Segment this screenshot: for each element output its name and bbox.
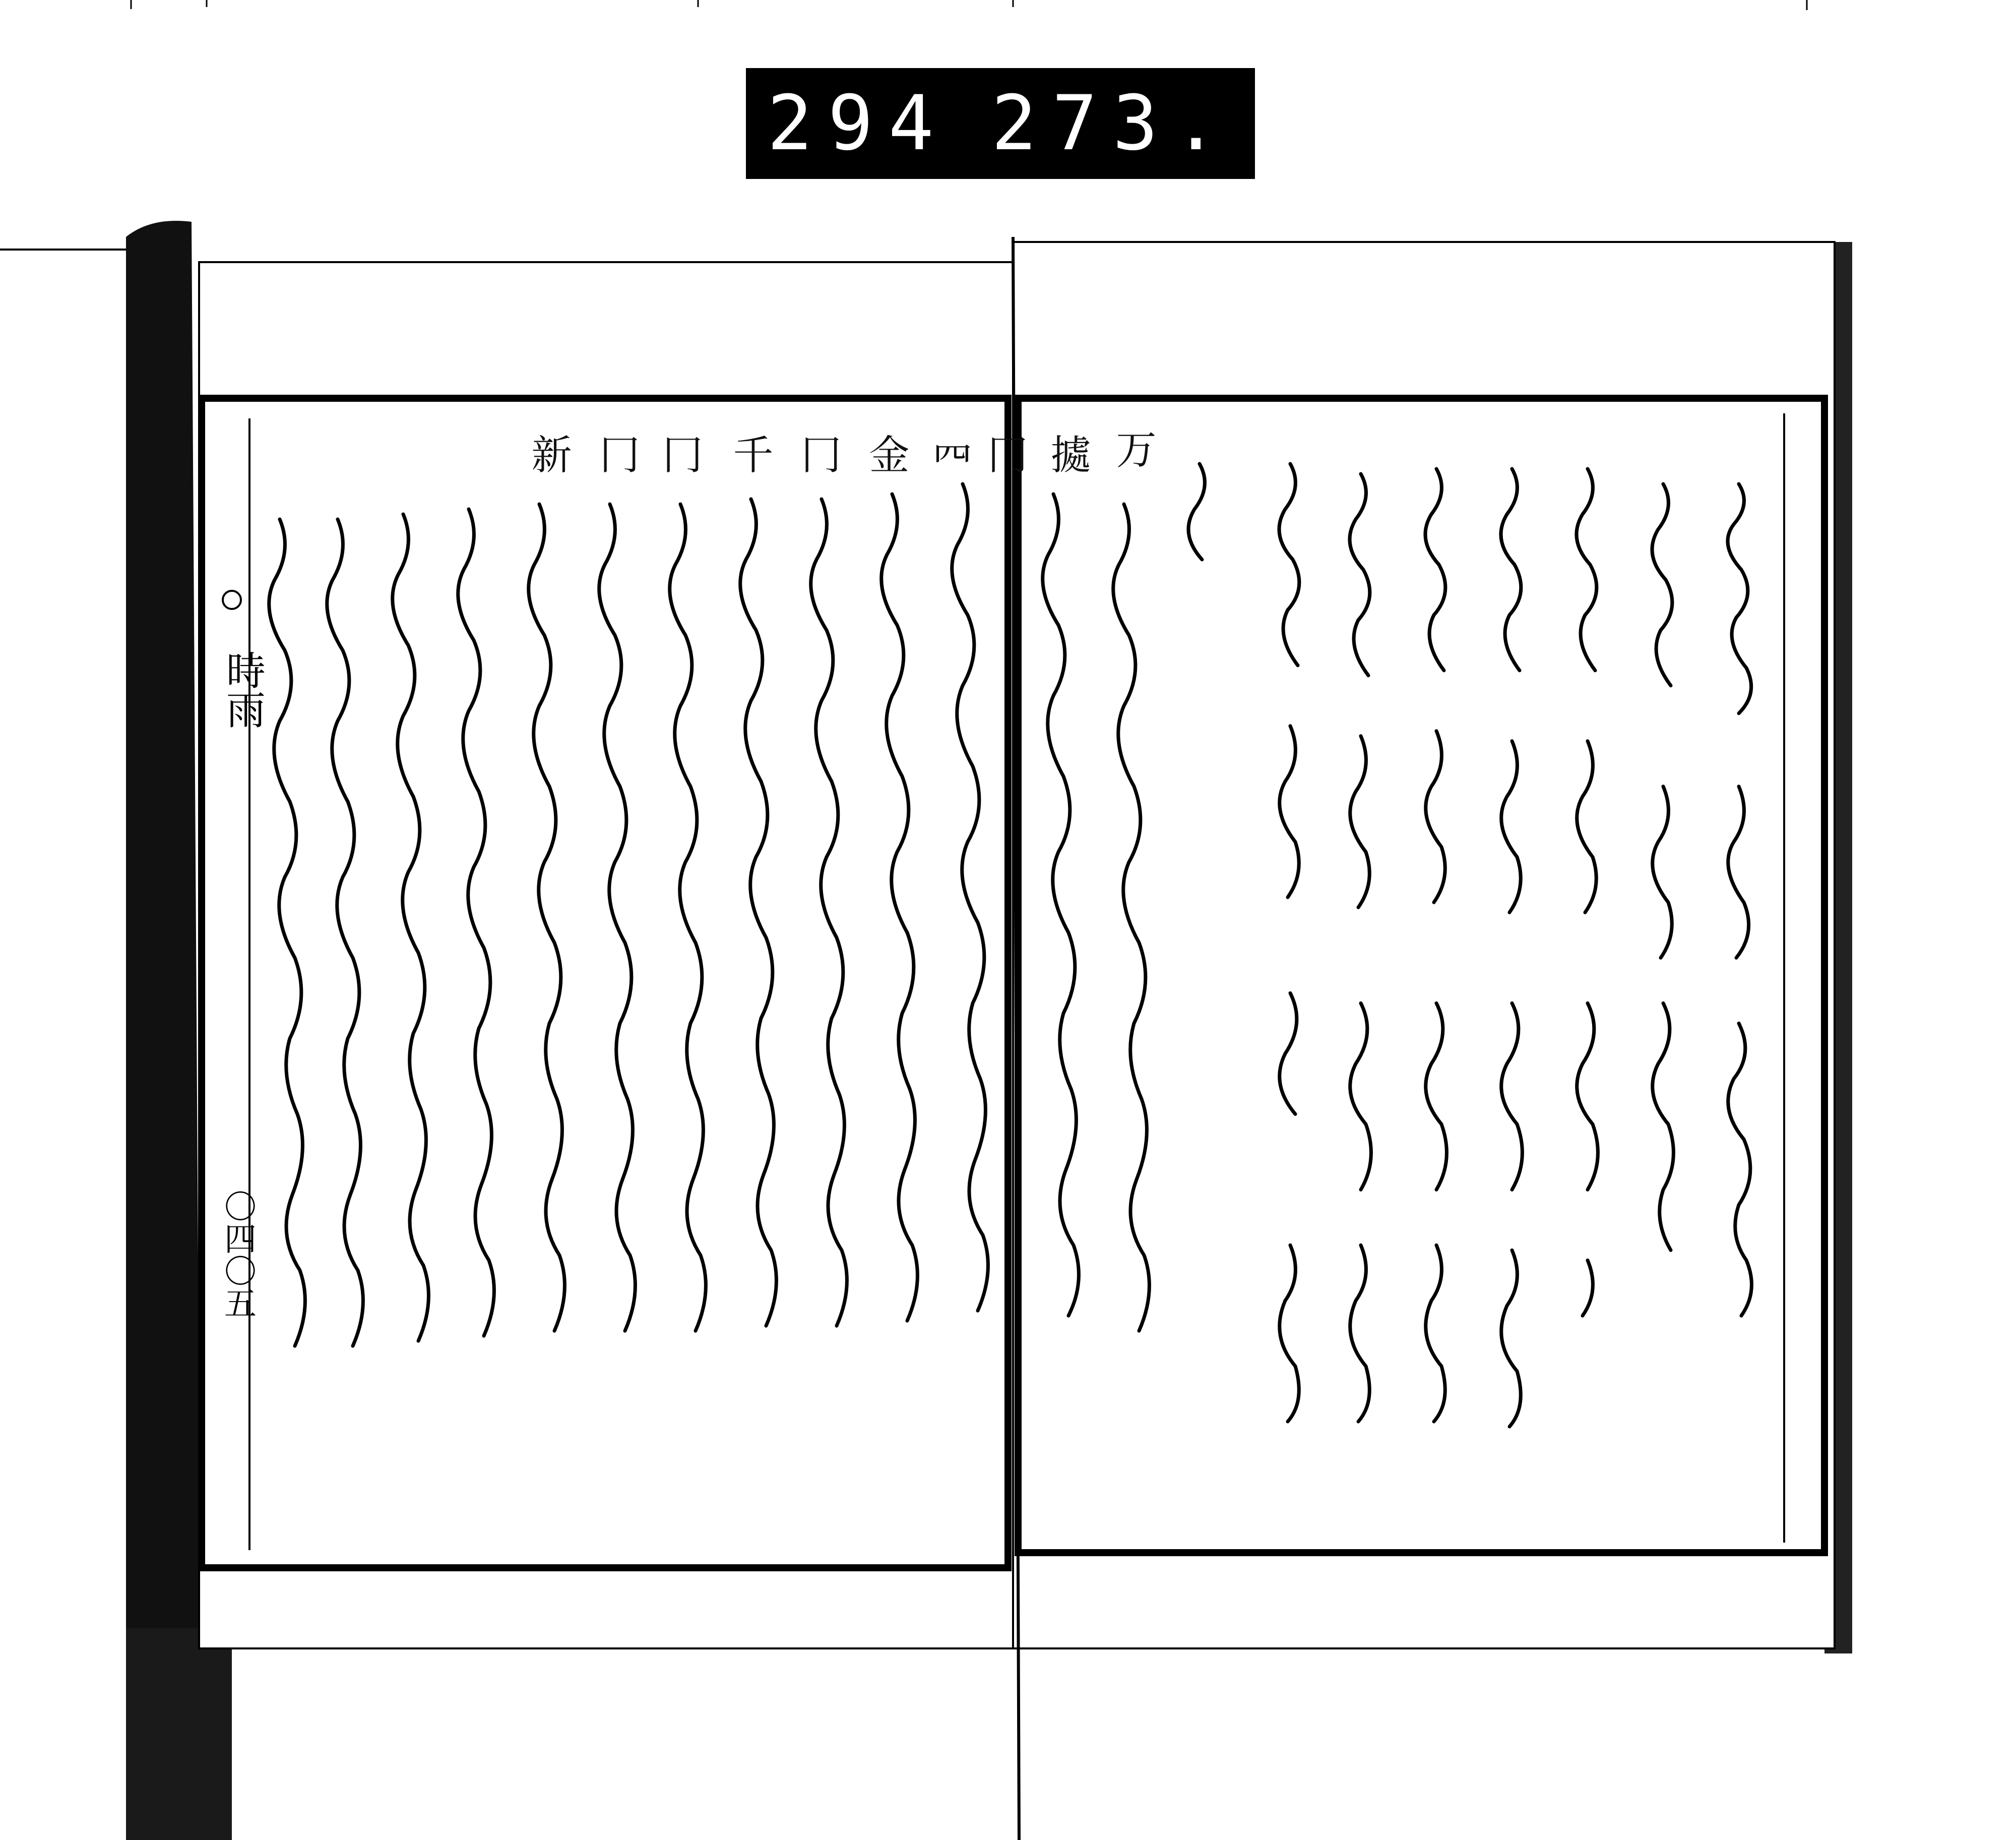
head-mark-3: 冂 — [656, 434, 703, 474]
head-mark-1: 新 — [525, 434, 572, 474]
scan-number-label — [746, 68, 1255, 179]
margin-title: 時雨 — [220, 650, 265, 729]
head-mark-5: 冂 — [794, 434, 841, 474]
margin-page-number: 〇四〇五 — [219, 1190, 256, 1319]
head-mark-right-2: 万 — [1109, 428, 1156, 469]
head-mark-8: 冂 — [981, 434, 1028, 474]
scan-number-left: 294 — [767, 80, 949, 167]
head-mark-2: 冂 — [593, 434, 640, 474]
head-mark-4: 千 — [726, 434, 773, 474]
head-mark-right-1: 㨿 — [1044, 434, 1091, 474]
spine-shadow — [126, 221, 202, 1815]
scan-number-right: 273. — [991, 80, 1234, 167]
head-mark-7: 𦉪 — [925, 434, 972, 474]
page-edge-stack — [126, 1628, 232, 1840]
head-mark-6: 金 — [862, 434, 909, 474]
top-cut-marks — [131, 0, 1807, 10]
